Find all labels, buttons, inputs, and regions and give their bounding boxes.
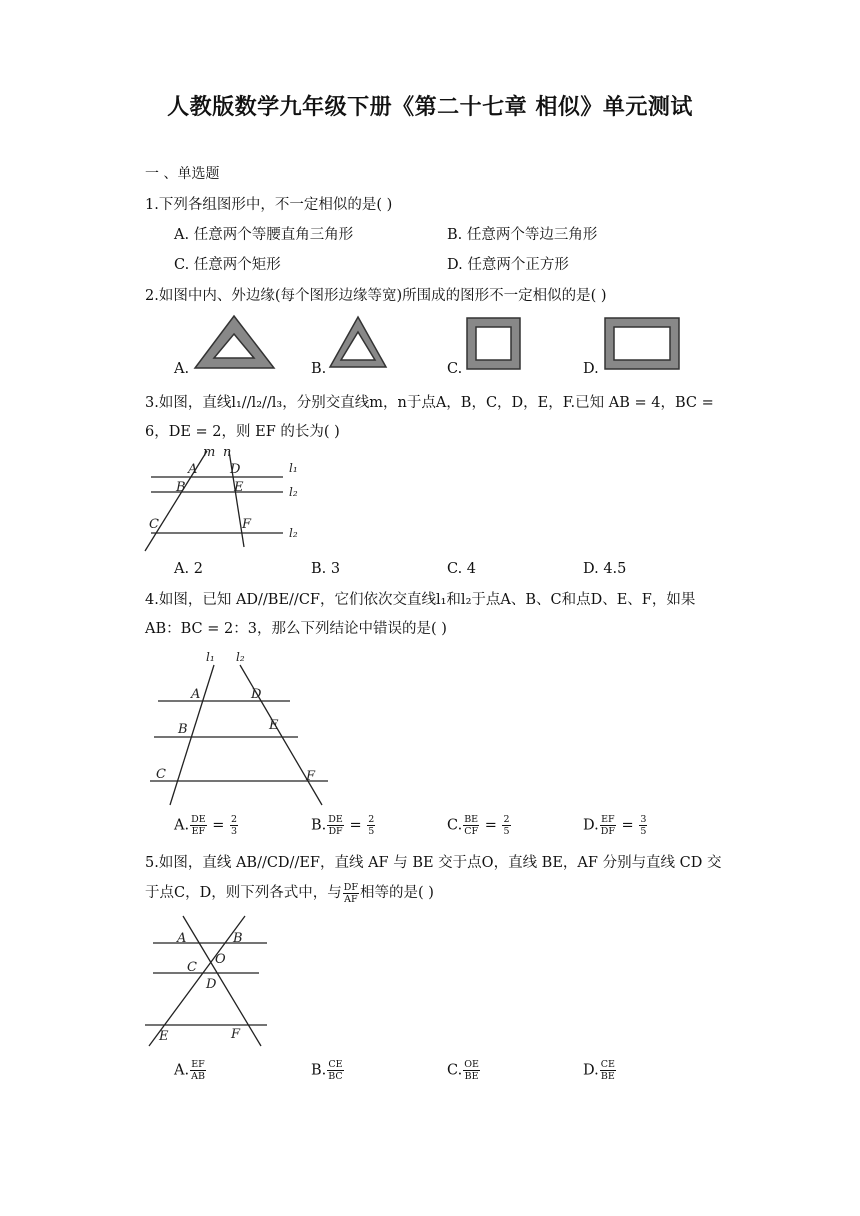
q2-option-c[interactable]: C. (447, 361, 463, 377)
q5-option-c[interactable]: C. $\frac{OE}{BE}$ (447, 1059, 479, 1082)
q4-label-f: F (306, 769, 316, 784)
q5-label-c: C (187, 960, 197, 975)
q1-option-c[interactable]: C. 任意两个矩形 (174, 257, 281, 273)
q4-label-l2: l₂ (236, 650, 245, 664)
q4-c-value: $\frac{2}{5}$ (503, 814, 510, 837)
q4-a-fraction: $\frac{DE}{EF}$ (191, 814, 206, 837)
q3-label-n: n (223, 445, 232, 460)
page-title: 人教版数学九年级下册《第二十七章 相似》单元测试 (167, 95, 693, 120)
q5-stem-line1: 5.如图，直线 AB//CD//EF，直线 AF 与 BE 交于点O，直线 BE，AF 分别与直线 CD 交 (145, 855, 722, 871)
q3-label-e: E (234, 480, 244, 495)
q2-figure-d-rectangle (603, 316, 681, 371)
q5-option-d[interactable]: D. $\frac{CE}{BE}$ (583, 1059, 615, 1082)
q5-c-fraction: $\frac{OE}{BE}$ (464, 1059, 479, 1082)
q5-option-b[interactable]: B. $\frac{CE}{BC}$ (311, 1059, 343, 1082)
q5-label-o: O (215, 952, 226, 967)
q5-label-a: A (177, 931, 187, 946)
q4-c-fraction: $\frac{BE}{CF}$ (464, 814, 479, 837)
q3-label-l2: l₂ (289, 485, 298, 499)
q3-stem-line2: 6，DE = 2，则 EF 的长为( ) (145, 424, 340, 440)
q5-a-fraction: $\frac{EF}{AB}$ (191, 1059, 205, 1082)
q3-option-d[interactable]: D. 4.5 (583, 561, 627, 577)
q3-label-m: m (203, 445, 216, 460)
q2-figure-a-thick-triangle (192, 312, 277, 372)
q5-stem-line2: 于点C，D，则下列各式中，与 $\frac{DF}{AF}$ 相等的是( ) (145, 881, 434, 905)
q4-b-value: $\frac{2}{5}$ (368, 814, 375, 837)
q3-label-c: C (149, 517, 159, 532)
q4-label-d: D (251, 687, 262, 702)
q2-figure-c-square (465, 316, 522, 371)
q4-option-c[interactable]: C. $\frac{BE}{CF}$ = $\frac{2}{5}$ (447, 814, 510, 837)
q5-label-e: E (159, 1029, 169, 1044)
q1-option-a[interactable]: A. 任意两个等腰直角三角形 (174, 227, 354, 243)
q1-stem: 1.下列各组图形中，不一定相似的是( ) (145, 197, 393, 213)
q4-label-c: C (156, 767, 166, 782)
q4-a-value: $\frac{2}{3}$ (231, 814, 238, 837)
q5-d-fraction: $\frac{CE}{BE}$ (600, 1059, 615, 1082)
q4-b-fraction: $\frac{DE}{DF}$ (328, 814, 343, 837)
q3-label-d: D (230, 462, 241, 477)
q3-stem-line1: 3.如图，直线l₁//l₂//l₃，分别交直线m，n于点A，B，C，D，E，F.已知 AB = 4，BC = (145, 395, 714, 411)
q4-stem-line2: AB：BC = 2：3，那么下列结论中错误的是( ) (145, 621, 447, 637)
q4-option-b[interactable]: B. $\frac{DE}{DF}$ = $\frac{2}{5}$ (311, 814, 375, 837)
q5-label-d: D (206, 977, 217, 992)
q3-label-f: F (242, 517, 252, 532)
section-heading: 一 、单选题 (145, 166, 220, 182)
q3-option-c[interactable]: C. 4 (447, 561, 477, 577)
q3-option-a[interactable]: A. 2 (174, 561, 203, 577)
q4-label-a: A (191, 687, 201, 702)
q3-label-a: A (188, 462, 198, 477)
q3-label-l1: l₁ (289, 461, 298, 475)
q4-d-fraction: $\frac{EF}{DF}$ (600, 814, 615, 837)
q5-b-fraction: $\frac{CE}{BC}$ (328, 1059, 343, 1082)
q3-label-b: B (176, 480, 186, 495)
q5-option-a[interactable]: A. $\frac{EF}{AB}$ (174, 1059, 205, 1082)
q4-label-l1: l₁ (206, 650, 215, 664)
q3-option-b[interactable]: B. 3 (311, 561, 341, 577)
q4-option-d[interactable]: D. $\frac{EF}{DF}$ = $\frac{3}{5}$ (583, 814, 647, 837)
q5-stem-fraction: $\frac{DF}{AF}$ (343, 881, 358, 905)
q4-option-a[interactable]: A. $\frac{DE}{EF}$ = $\frac{2}{3}$ (174, 814, 238, 837)
q3-label-l3: l₂ (289, 526, 298, 540)
q2-option-b[interactable]: B. (311, 361, 327, 377)
q5-label-b: B (233, 931, 243, 946)
q1-option-d[interactable]: D. 任意两个正方形 (447, 257, 569, 273)
q4-d-value: $\frac{3}{5}$ (640, 814, 647, 837)
q4-stem-line1: 4.如图，已知 AD//BE//CF，它们依次交直线l₁和l₂于点A、B、C和点D、E、F，如果 (145, 592, 696, 608)
q1-option-b[interactable]: B. 任意两个等边三角形 (447, 227, 598, 243)
q2-option-a[interactable]: A. (174, 361, 190, 377)
q4-label-e: E (269, 718, 279, 733)
q2-figure-b-triangle (328, 314, 388, 370)
q5-label-f: F (231, 1027, 241, 1042)
q5-figure-intersecting-lines (143, 912, 273, 1052)
q2-stem: 2.如图中内、外边缘(每个图形边缘等宽)所围成的图形不一定相似的是( ) (145, 288, 607, 304)
q3-figure-parallel-lines (143, 443, 313, 555)
q4-label-b: B (178, 722, 188, 737)
q4-figure-parallel-lines (150, 645, 335, 807)
q2-option-d[interactable]: D. (583, 361, 599, 377)
